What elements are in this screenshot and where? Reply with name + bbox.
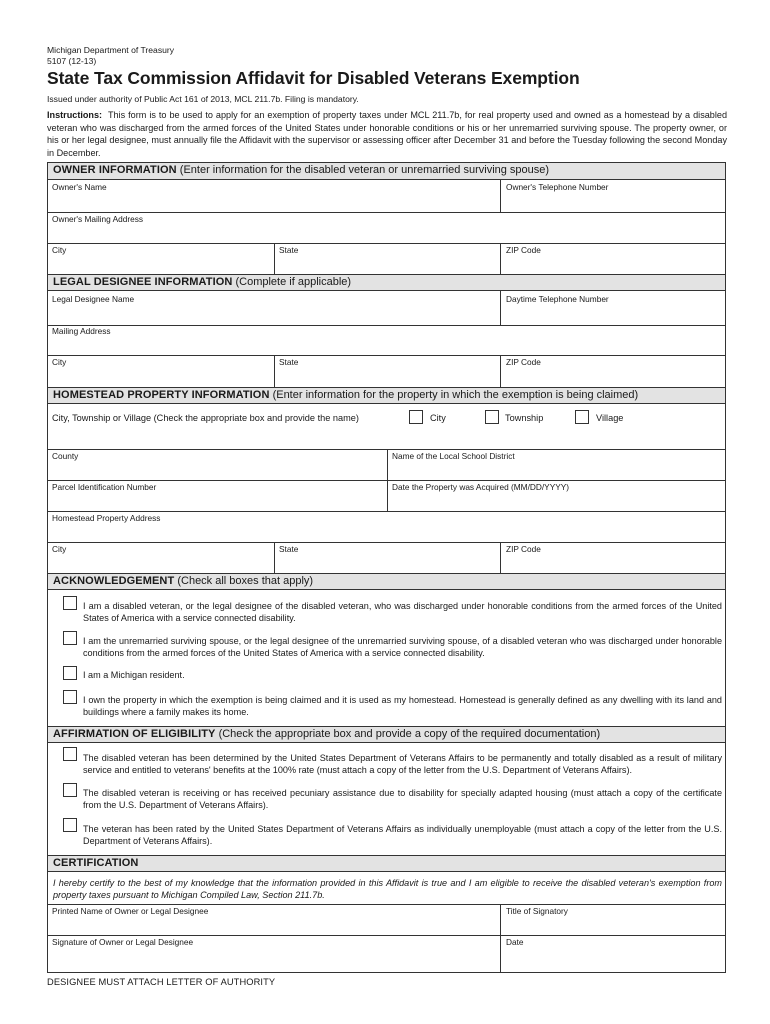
divider xyxy=(500,904,501,972)
designee-name-label: Legal Designee Name xyxy=(52,294,135,304)
city-option-label: City xyxy=(430,413,446,423)
divider xyxy=(500,180,501,212)
issued-authority: Issued under authority of Public Act 161 of 2013, MCL 211.7b. Filing is mandatory. xyxy=(47,94,359,104)
elig-permanent-disability-checkbox[interactable] xyxy=(63,747,77,761)
elig-unemployable-checkbox[interactable] xyxy=(63,818,77,832)
acknowledgement-section-header xyxy=(48,573,725,590)
designee-phone-label: Daytime Telephone Number xyxy=(506,294,609,304)
instructions-label: Instructions: xyxy=(47,110,103,120)
township-option-label: Township xyxy=(505,413,544,423)
signatory-title-label: Title of Signatory xyxy=(506,906,568,916)
ack-homestead-checkbox[interactable] xyxy=(63,690,77,704)
divider xyxy=(500,542,501,573)
certification-section-header xyxy=(48,855,725,872)
certification-heading: CERTIFICATION xyxy=(53,857,139,869)
designee-address-label: Mailing Address xyxy=(52,326,111,336)
designee-note: (Complete if applicable) xyxy=(235,276,352,288)
divider xyxy=(48,935,725,936)
owner-section-header xyxy=(48,163,725,180)
form-number: 5107 (12-13) xyxy=(47,56,97,66)
owner-note: (Enter information for the disabled veteran or unremarried surviving spouse) xyxy=(179,164,550,176)
signature-label: Signature of Owner or Legal Designee xyxy=(52,937,194,947)
page-title: State Tax Commission Affidavit for Disabled Veterans Exemption xyxy=(47,68,580,88)
instructions xyxy=(47,109,727,159)
homestead-address-label: Homestead Property Address xyxy=(52,513,161,523)
divider xyxy=(274,243,275,274)
divider xyxy=(274,542,275,573)
divider xyxy=(48,542,725,543)
ack-veteran-text: I am a disabled veteran, or the legal designee of the disabled veteran, who was discharged under honorable conditions from the armed forces of the United States of America with a service connected disability. xyxy=(83,601,722,624)
designee-city-label: City xyxy=(52,357,67,367)
eligibility-section-header xyxy=(48,726,725,743)
county-label: County xyxy=(52,451,79,461)
designee-state-label: State xyxy=(279,357,299,367)
elig-permanent-disability-text: The disabled veteran has been determined by the United States Department of Veterans Affairs to be permanently and totally disabled as a result of military service and entitled to veterans' benefits at the 100% rate (must attach a copy of the letter from the U.S. Department of Veterans Affairs). xyxy=(83,753,722,776)
divider xyxy=(500,355,501,387)
divider xyxy=(48,511,725,512)
divider xyxy=(48,243,725,244)
owner-zip-label: ZIP Code xyxy=(506,245,541,255)
ack-resident-text: I am a Michigan resident. xyxy=(83,670,185,680)
ack-veteran-checkbox[interactable] xyxy=(63,596,77,610)
designee-heading: LEGAL DESIGNEE INFORMATION xyxy=(53,276,233,288)
affidavit-form xyxy=(47,162,726,973)
date-label: Date xyxy=(506,937,524,947)
divider xyxy=(48,325,725,326)
printed-name-label: Printed Name of Owner or Legal Designee xyxy=(52,906,209,916)
ctv-label: City, Township or Village (Check the appropriate box and provide the name) xyxy=(52,413,359,423)
ack-spouse-checkbox[interactable] xyxy=(63,631,77,645)
owner-heading: OWNER INFORMATION xyxy=(53,164,177,176)
ack-homestead-text: I own the property in which the exemption is being claimed and it is used as my homestead. Homestead is generally defined as any dwelling with its land and buildings where a family makes its home. xyxy=(83,695,722,718)
homestead-section-header xyxy=(48,387,725,404)
eligibility-heading: AFFIRMATION OF ELIGIBILITY xyxy=(53,728,216,740)
designee-zip-label: ZIP Code xyxy=(506,357,541,367)
department-name: Michigan Department of Treasury xyxy=(47,45,175,55)
village-option-label: Village xyxy=(596,413,624,423)
owner-name-label: Owner's Name xyxy=(52,182,107,192)
divider xyxy=(48,355,725,356)
certification-statement: I hereby certify to the best of my knowledge that the information provided in this Affidavit is true and I am eligible to receive the disabled veteran's exemption from property taxes pursuant to Michigan Compiled Law, Section 211.7b. xyxy=(53,878,722,901)
divider xyxy=(500,243,501,274)
divider xyxy=(500,291,501,325)
ack-spouse-text: I am the unremarried surviving spouse, or the legal designee of the unremarried surviving spouse, of a disabled veteran who was discharged under honorable conditions from the armed forces of the United States of America with a service connected disability. xyxy=(83,636,722,659)
ack-resident-checkbox[interactable] xyxy=(63,666,77,680)
divider xyxy=(48,212,725,213)
owner-city-label: City xyxy=(52,245,67,255)
eligibility-note: (Check the appropriate box and provide a copy of the required documentation) xyxy=(218,728,601,740)
divider xyxy=(48,480,725,481)
elig-unemployable-text: The veteran has been rated by the United States Department of Veterans Affairs as individually unemployable (must attach a copy of the letter from the U.S. Department of Veterans Affairs). xyxy=(83,824,722,847)
designee-footer-note: DESIGNEE MUST ATTACH LETTER OF AUTHORITY xyxy=(47,977,276,987)
homestead-state-label: State xyxy=(279,544,299,554)
village-checkbox[interactable] xyxy=(575,410,589,424)
homestead-note: (Enter information for the property in which the exemption is being claimed) xyxy=(272,389,639,401)
township-checkbox[interactable] xyxy=(485,410,499,424)
homestead-heading: HOMESTEAD PROPERTY INFORMATION xyxy=(53,389,270,401)
school-district-label: Name of the Local School District xyxy=(392,451,515,461)
homestead-city-label: City xyxy=(52,544,67,554)
parcel-id-label: Parcel Identification Number xyxy=(52,482,157,492)
owner-phone-label: Owner's Telephone Number xyxy=(506,182,609,192)
city-checkbox[interactable] xyxy=(409,410,423,424)
divider xyxy=(274,355,275,387)
elig-adapted-housing-text: The disabled veteran is receiving or has received pecuniary assistance due to disability for specially adapted housing (must attach a copy of the certificate from the U.S. Department of Veterans Affairs). xyxy=(83,788,722,811)
owner-address-label: Owner's Mailing Address xyxy=(52,214,144,224)
divider xyxy=(48,904,725,905)
acknowledgement-heading: ACKNOWLEDGEMENT xyxy=(53,575,175,587)
date-acquired-label: Date the Property was Acquired (MM/DD/YYYY) xyxy=(392,482,570,492)
homestead-zip-label: ZIP Code xyxy=(506,544,541,554)
elig-adapted-housing-checkbox[interactable] xyxy=(63,783,77,797)
owner-state-label: State xyxy=(279,245,299,255)
acknowledgement-note: (Check all boxes that apply) xyxy=(177,575,314,587)
designee-section-header xyxy=(48,274,725,291)
instructions-text: This form is to be used to apply for an exemption of property taxes under MCL 211.7b, for real property used and owned as a homestead by a disabled veteran who was discharged from the armed forces of the United States under honorable conditions or his or her unremarried surviving spouse. The property owner, or his or her legal designee, must annually file the Affidavit with the supervisor or assessing officer after December 31 and before the Tuesday following the second Monday in December. xyxy=(47,110,727,158)
